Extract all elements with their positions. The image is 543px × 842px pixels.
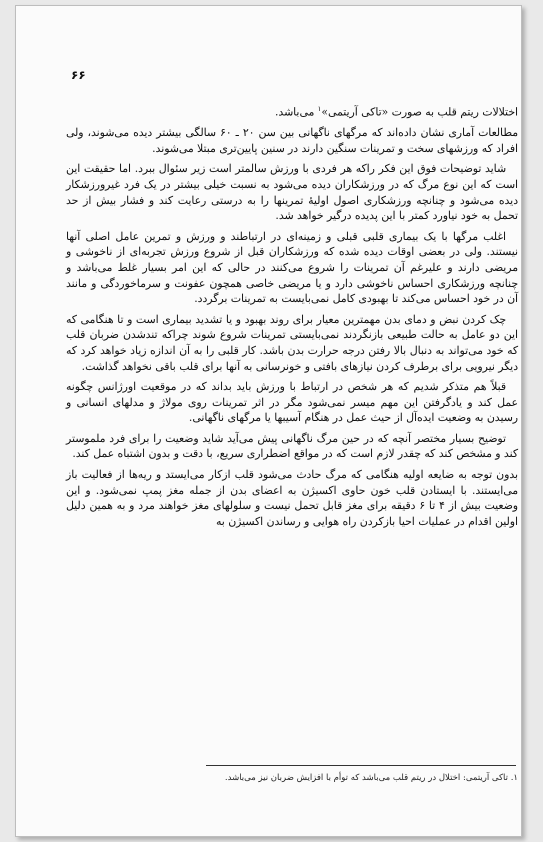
paragraph-5: چک کردن نبض و دمای بدن مهمترین معیار برای روند بهبود و یا تشدید بیماری است و تا هنگامی که این دو عامل به حالت طبیعی بازنگردند نمی‌بایستی تمرینات شروع شوند چراکه تندشدن ضربان قلب که خود می‌تواند به دنبال بالا رفتن درجه حرارت بدن باشد. کار قلبی را به آن اندازه زیاد خواهد کرد که دیگر نیرویی برای برطرف کردن نیازهای بافتی و خونرسانی به آنها برای قلب باقی نخواهد گذاشت. (66, 312, 518, 373)
body-text (66, 102, 518, 534)
paragraph-1-text: اختلالات ریتم قلب به صورت «تاکی آریتمی» (321, 105, 518, 119)
page-number: ۶۶ (71, 68, 86, 82)
paragraph-3: شاید توضیحات فوق این فکر راکه هر فردی با ورزش سالمتر است زیر سئوال ببرد. اما حقیقت این است که این نوع مرگ که در ورزشکاران دیده می‌شود به نسبت خیلی بیشتر در یک فرد غیرورزشکار دیده می‌شود و چنانچه ورزشکاری اصول اولیهٔ تمرینها را به درستی رعایت کند و فشار بیش از حد تحمل به خود نیاورد کمتر با این پدیده درگیر خواهد شد. (66, 162, 518, 223)
paragraph-7: توضیح بسیار مختصر آنچه که در حین مرگ ناگهانی پیش می‌آید شاید وضعیت را برای فرد ملموستر کند و مشخص کند که چقدر لازم است که در مواقع اضطراری سریع، با دقت و بدون اشتباه عمل کند. (66, 431, 518, 461)
paragraph-8: بدون توجه به ضایعه اولیه هنگامی که مرگ حادث می‌شود قلب ازکار می‌ایستد و ریه‌ها از فعالیت باز می‌ایستند. با ایستادن قلب خون حاوی اکسیژن به اعضای بدن از جمله مغز پمپ نمی‌شود. و این وضعیت بیش از ۴ تا ۶ دقیقه برای مغز قابل تحمل نیست و سلولهای مغز خواهند مرد و به همین دلیل اولین اقدام در عملیات احیا بازکردن راه هوایی و رساندن اکسیژن به (66, 468, 518, 528)
paragraph-1-tail: می‌باشد. (275, 105, 318, 119)
document-page (15, 5, 522, 837)
paragraph-6: قبلاً هم متذکر شدیم که هر شخص در ارتباط با ورزش باید بداند که در موقعیت اورژانس چگونه عمل کند و یادگرفتن این مهم میسر نمی‌شود مگر در اثر تمرینات روی مولاژ و مدلهای انسانی و رسیدن به وضعیت ایده‌آل از حیث عمل در هنگام آسیبها یا مرگهای ناگهانی. (66, 380, 518, 425)
footnote-ref: ۱ (317, 105, 322, 113)
paragraph-2: مطالعات آماری نشان داده‌اند که مرگهای ناگهانی بین سن ۲۰ ـ ۶۰ سالگی بیشتر دیده می‌شوند، ولی افراد که ورزشهای سخت و تمرینات سنگین دارند در سنین پایین‌تری مبتلا می‌شوند. (66, 126, 518, 155)
paragraph-4: اغلب مرگها با یک بیماری قلبی قبلی و زمینه‌ای در ارتباطند و ورزش و تمرین عامل اصلی آنها نیستند. ولی در بعضی اوقات دیده شده که ورزشکاران قبل از شروع ورزش تجربه‌ای از ناخوشی و مریضی دارند و علیرغم آن تمرینات را شروع می‌کنند در حالی که این امر بسیار غلط می‌باشد و چنانچه ورزشکاری احساس ناخوشی دارد و یا مریضی خاصی همچون عفونت و سرماخوردگی و مانند آن در خود احساس می‌کند تا بهبودی کامل نمی‌بایست به تمرینات برگردد. (66, 229, 518, 306)
paragraph-1 (66, 102, 518, 120)
footnote: ۱. تاکی آریتمی: اختلال در ریتم قلب می‌باشد که توأم با افزایش ضربان نیز می‌باشد. (224, 773, 518, 783)
footnote-divider (206, 765, 516, 766)
